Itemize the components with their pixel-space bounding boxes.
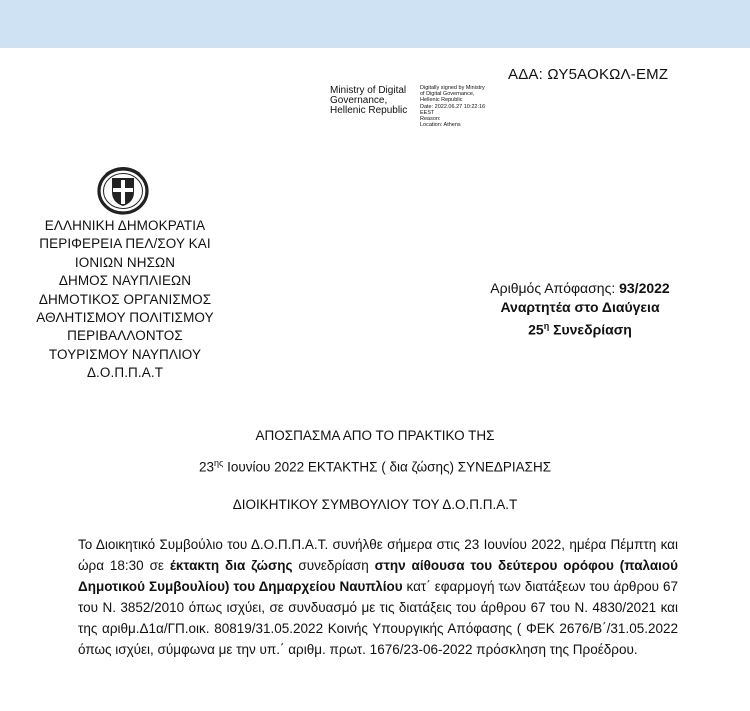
signature-detail-line: Location: Athens xyxy=(420,122,461,129)
meeting-date-rest: Ιουνίου 2022 ΕΚΤΑΚΤΗΣ ( δια ζώσης) ΣΥΝΕΔΡΙΑΣΗΣ xyxy=(223,459,552,475)
signature-detail-line: EEST xyxy=(420,109,435,116)
doc-title: ΑΠΟΣΠΑΣΜΑ ΑΠΟ ΤΟ ΠΡΑΚΤΙΚΟ ΤΗΣ xyxy=(255,428,495,443)
issuer-line: ΤΟΥΡΙΣΜΟΥ ΝΑΥΠΛΙΟΥ xyxy=(48,346,202,362)
issuer-line: ΠΕΡΙΒΑΛΛΟΝΤΟΣ xyxy=(67,328,183,344)
issuer-line: ΙΟΝΙΩΝ ΝΗΣΩΝ xyxy=(74,254,176,270)
signature-detail-line: of Digital Governance, xyxy=(420,91,475,98)
signature-details xyxy=(420,85,485,128)
body-bold-part: έκτακτη δια ζώσης xyxy=(169,558,293,573)
signature-authority-line: Governance, xyxy=(330,95,388,106)
decision-number-label: Αριθμός Απόφασης: xyxy=(490,280,620,296)
diavgeia-note: Αναρτητέα στο Διαύγεια xyxy=(500,299,660,315)
body-text-part: Το Διοικητικό Συμβούλιο του Δ.Ο.Π.Π.Α.Τ. συνήλθε σήμερα στις 23 Ιουνίου 2022, ημέρα Πέμπτη και ώρα 18:30 σε xyxy=(78,537,678,573)
session-number xyxy=(470,317,690,340)
issuer-line: Δ.Ο.Π.Π.Α.Τ xyxy=(86,365,164,381)
signature-authority xyxy=(330,86,407,116)
board-title: ΔΙΟΙΚΗΤΙΚΟΥ ΣΥΜΒΟΥΛΙΟΥ ΤΟΥ Δ.Ο.Π.Π.Α.Τ xyxy=(232,497,518,512)
body-text-part: συνεδρίαση xyxy=(292,558,375,573)
signature-authority-line: Hellenic Republic xyxy=(330,105,408,116)
signature-detail-line: Digitally signed by Ministry xyxy=(420,85,485,91)
issuer-line: ΕΛΛΗΝΙΚΗ ΔΗΜΟΚΡΑΤΙΑ xyxy=(44,218,206,233)
body-bold-part: στην αίθουσα του δεύτερου ορόφου (παλαιού Δημοτικού Συμβουλίου) του Δημαρχείου Ναυπλίου xyxy=(78,558,679,594)
ada-code: ΑΔΑ: ΩΥ5ΑΟΚΩΛ-ΕΜΖ xyxy=(508,66,669,83)
body-paragraph xyxy=(78,534,678,660)
issuer-line: ΑΘΛΗΤΙΣΜΟΥ ΠΟΛΙΤΙΣΜΟΥ xyxy=(36,310,214,326)
session-text: Συνεδρίαση xyxy=(549,321,632,338)
issuer-block xyxy=(20,217,230,383)
top-banner xyxy=(0,0,750,48)
doc-subtitle xyxy=(0,458,750,475)
greek-emblem-icon xyxy=(96,164,150,216)
signature-detail-line: Hellenic Republic xyxy=(420,97,463,104)
signature-authority-line: Ministry of Digital xyxy=(330,85,407,96)
session-sup: η xyxy=(543,321,550,331)
issuer-line: ΔΗΜΟΣ ΝΑΥΠΛΙΕΩΝ xyxy=(58,273,192,289)
meeting-day: 23 xyxy=(198,459,214,475)
signature-detail-line: Date: 2022.06.27 10:22:16 xyxy=(420,103,486,110)
session-num: 25 xyxy=(528,321,544,338)
decision-number xyxy=(470,279,690,298)
issuer-line: ΠΕΡΙΦΕΡΕΙΑ ΠΕΛ/ΣΟΥ ΚΑΙ xyxy=(39,236,211,252)
issuer-line: ΔΗΜΟΤΙΚΟΣ ΟΡΓΑΝΙΣΜΟΣ xyxy=(38,291,212,307)
meeting-day-sup: ης xyxy=(213,458,224,468)
decision-number-value: 93/2022 xyxy=(619,280,670,296)
decision-block xyxy=(470,279,690,340)
body-text-part: κατ΄ εφαρμογή των διατάξεων του άρθρου 67 του Ν. 3852/2010 όπως ισχύει, σε συνδυασμό με τις διατάξεις του άρθρου 67 του Ν. 4830/2021 και της αριθμ.Δ1α/ΓΠ.οικ. 80819/31.05.2022 Κοινής Υπουργικής Απόφασης ( ΦΕΚ 2676/Β΄/31.05.2022 όπως ισχύει, σύμφωνα με την υπ.΄ αριθμ. πρωτ. 1676/23-06-2022 πρόσκληση της Προέδρου. xyxy=(78,579,678,657)
signature-detail-line: Reason: xyxy=(420,116,441,123)
